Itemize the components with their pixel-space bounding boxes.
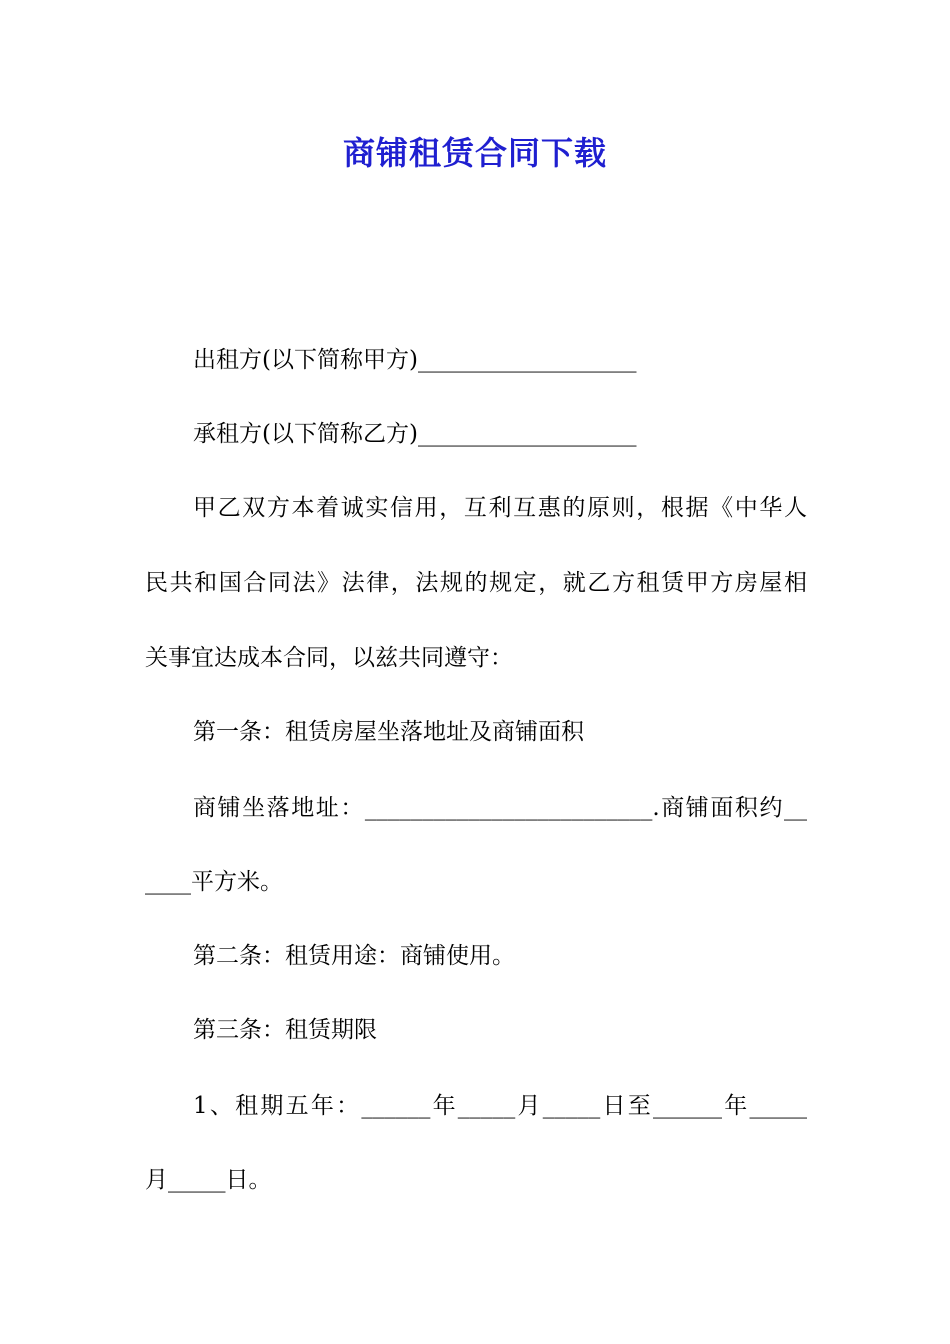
article-1-heading: 第一条：租赁房屋坐落地址及商铺面积 <box>193 719 584 745</box>
lease-term-line-2: 月_____日。 <box>145 1167 272 1193</box>
shop-address-line: 商铺坐落地址：_________________________.商铺面积约__ <box>193 795 807 821</box>
shop-area-line: ____平方米。 <box>145 869 283 895</box>
preamble-line-2: 民共和国合同法》法律，法规的规定，就乙方租赁甲方房屋相 <box>145 570 807 596</box>
article-2-line: 第二条：租赁用途：商铺使用。 <box>193 943 515 969</box>
lessee-line: 承租方(以下简称乙方)___________________ <box>193 421 637 447</box>
preamble-line-3: 关事宜达成本合同，以兹共同遵守： <box>145 645 513 671</box>
preamble-line-1: 甲乙双方本着诚实信用，互利互惠的原则，根据《中华人 <box>193 495 807 521</box>
article-3-heading: 第三条：租赁期限 <box>193 1017 377 1043</box>
document-title: 商铺租赁合同下载 <box>342 134 607 172</box>
lease-term-line-1: 1、租期五年：______年_____月_____日至______年_____ <box>193 1093 807 1119</box>
lessor-line: 出租方(以下简称甲方)___________________ <box>193 347 637 373</box>
